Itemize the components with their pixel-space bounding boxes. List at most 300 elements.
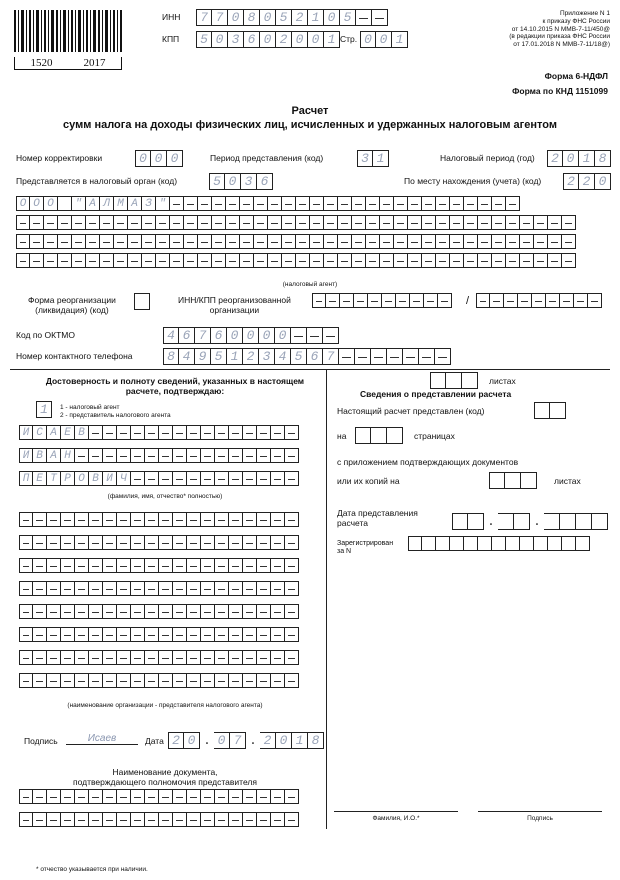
char-cell (103, 535, 117, 550)
char-cell: 1 (227, 348, 243, 365)
char-cell (61, 512, 75, 527)
char-cell (145, 812, 159, 827)
char-cell (47, 604, 61, 619)
char-cell (450, 536, 464, 551)
char-cell (75, 512, 89, 527)
char-cell: 0 (227, 327, 243, 344)
char-cell (520, 215, 534, 230)
year-cells[interactable] (547, 150, 611, 167)
signer-code-cell[interactable] (36, 401, 52, 418)
char-cell (187, 512, 201, 527)
char-cell (226, 196, 240, 211)
char-cell (212, 234, 226, 249)
char-cell (117, 650, 131, 665)
char-cell: 0 (228, 9, 244, 26)
char-cell (159, 789, 173, 804)
char-cell (131, 812, 145, 827)
char-cell (257, 627, 271, 642)
char-cell (271, 425, 285, 440)
char-cell (576, 536, 590, 551)
char-cell (436, 536, 450, 551)
char-cell (173, 604, 187, 619)
char-cell (576, 513, 592, 530)
char-cell: 2 (260, 732, 276, 749)
char-cell (19, 673, 33, 688)
phone-cells[interactable] (163, 348, 451, 365)
char-cell (352, 234, 366, 249)
char-cell: Е (61, 425, 75, 440)
footnote: * отчество указывается при наличии. (36, 866, 148, 873)
char-cell (33, 789, 47, 804)
char-cell (285, 535, 299, 550)
char-cell (229, 812, 243, 827)
char-cell (422, 253, 436, 268)
char-cell (548, 253, 562, 268)
char-cell (394, 253, 408, 268)
char-cell (159, 812, 173, 827)
char-cell (271, 673, 285, 688)
char-cell: 4 (163, 327, 179, 344)
char-cell (89, 627, 103, 642)
char-cell (159, 425, 173, 440)
char-cell (142, 234, 156, 249)
char-cell (296, 215, 310, 230)
char-cell (257, 581, 271, 596)
char-cell (403, 348, 419, 365)
char-cell (184, 253, 198, 268)
char-cell (550, 402, 566, 419)
char-cell (243, 512, 257, 527)
char-cell (285, 604, 299, 619)
char-cell (371, 427, 387, 444)
char-cell (159, 535, 173, 550)
fio-sign-caption: Фамилия, И.О.* (372, 815, 420, 822)
org-row[interactable] (19, 535, 299, 550)
char-cell (408, 536, 422, 551)
char-cell (534, 402, 550, 419)
agent-caption: (налоговый агент) (282, 281, 338, 288)
fio-row[interactable] (19, 448, 299, 463)
char-cell: П (19, 471, 33, 486)
char-cell: 8 (244, 9, 260, 26)
char-cell (187, 604, 201, 619)
char-cell (103, 425, 117, 440)
char-cell (117, 789, 131, 804)
char-cell (131, 789, 145, 804)
char-cell (324, 234, 338, 249)
char-cell (19, 535, 33, 550)
sign-caption: Подпись (527, 815, 553, 822)
char-cell (408, 196, 422, 211)
org-row[interactable] (19, 558, 299, 573)
char-cell (368, 293, 382, 308)
char-cell (103, 673, 117, 688)
char-cell (282, 196, 296, 211)
char-cell (240, 196, 254, 211)
char-cell: 3 (259, 348, 275, 365)
doc-row[interactable] (19, 789, 299, 804)
org-row[interactable] (19, 604, 299, 619)
location-cells[interactable] (563, 173, 611, 190)
char-cell (310, 196, 324, 211)
char-cell: И (103, 471, 117, 486)
char-cell (505, 472, 521, 489)
char-cell (47, 512, 61, 527)
char-cell (201, 812, 215, 827)
char-cell (201, 627, 215, 642)
char-cell (187, 812, 201, 827)
org-row[interactable] (19, 650, 299, 665)
char-cell (352, 215, 366, 230)
char-cell (436, 253, 450, 268)
char-cell (229, 673, 243, 688)
phone-label: Номер контактного телефона (16, 351, 133, 361)
char-cell (173, 581, 187, 596)
char-cell (86, 253, 100, 268)
char-cell (408, 215, 422, 230)
inn-cells[interactable] (196, 9, 388, 26)
char-cell (271, 812, 285, 827)
char-cell (159, 650, 173, 665)
char-cell (142, 253, 156, 268)
char-cell (354, 293, 368, 308)
char-cell (201, 789, 215, 804)
cell-separator: . (533, 514, 541, 529)
char-cell (33, 535, 47, 550)
char-cell (19, 512, 33, 527)
char-cell (198, 196, 212, 211)
char-cell (229, 789, 243, 804)
char-cell (187, 627, 201, 642)
char-cell (44, 234, 58, 249)
oktmo-cells[interactable] (163, 327, 339, 344)
char-cell (145, 471, 159, 486)
char-cell (100, 215, 114, 230)
char-cell: 0 (151, 150, 167, 167)
char-cell (464, 215, 478, 230)
char-cell (226, 234, 240, 249)
sign-line (478, 811, 602, 812)
char-cell: 3 (357, 150, 373, 167)
char-cell: Е (33, 471, 47, 486)
fio-row[interactable] (19, 425, 299, 440)
char-cell: 6 (307, 348, 323, 365)
signer-option-2: 2 - представитель налогового агента (60, 412, 171, 419)
char-cell: 7 (323, 348, 339, 365)
char-cell (19, 604, 33, 619)
char-cell (114, 215, 128, 230)
char-cell (47, 812, 61, 827)
char-cell (387, 348, 403, 365)
char-cell (296, 234, 310, 249)
char-cell (58, 196, 72, 211)
char-cell: 7 (195, 327, 211, 344)
docs-label: с приложением подтверждающих документов (337, 457, 519, 467)
char-cell (408, 234, 422, 249)
pages-cells[interactable] (355, 427, 403, 444)
char-cell (145, 558, 159, 573)
sign-date-cells[interactable] (168, 732, 324, 749)
signer-option-1: 1 - налоговый агент (60, 404, 120, 411)
agent-name-block (16, 196, 576, 268)
page-cells[interactable] (360, 31, 408, 48)
char-cell (61, 673, 75, 688)
char-cell (254, 215, 268, 230)
char-cell (187, 425, 201, 440)
reorg-kpp-cells[interactable] (476, 293, 602, 308)
confirm-heading: Достоверность и полноту сведений, указанных в настоящем расчете, подтверждаю: (45, 376, 305, 396)
char-cell (134, 293, 150, 310)
char-cell (422, 234, 436, 249)
char-cell: 0 (184, 732, 200, 749)
char-cell (19, 627, 33, 642)
char-cell: А (128, 196, 142, 211)
kpp-cells[interactable] (196, 31, 340, 48)
char-cell (588, 293, 602, 308)
barcode-left-number: 1520 (30, 57, 53, 69)
char-cell (159, 448, 173, 463)
correction-cells[interactable] (135, 150, 183, 167)
char-cell (159, 512, 173, 527)
char-cell (243, 627, 257, 642)
char-cell (215, 789, 229, 804)
char-cell (131, 650, 145, 665)
char-cell (47, 789, 61, 804)
char-cell (310, 215, 324, 230)
char-cell (291, 327, 307, 344)
registered-cells[interactable] (408, 536, 590, 551)
char-cell (338, 215, 352, 230)
char-cell (145, 581, 159, 596)
authority-label: Представляется в налоговый орган (код) (16, 176, 178, 186)
cell-separator: . (487, 514, 495, 529)
char-cell (173, 425, 187, 440)
char-cell (131, 448, 145, 463)
char-cell: Н (61, 448, 75, 463)
char-cell (47, 650, 61, 665)
form-name: Форма 6-НДФЛ (544, 71, 608, 81)
char-cell (75, 448, 89, 463)
char-cell (394, 215, 408, 230)
char-cell: 0 (275, 327, 291, 344)
presented-code-cells[interactable] (534, 402, 566, 419)
correction-label: Номер корректировки (16, 153, 103, 163)
char-cell (396, 293, 410, 308)
char-cell (103, 512, 117, 527)
char-cell (75, 789, 89, 804)
char-cell: И (19, 425, 33, 440)
presented-label: Настоящий расчет представлен (код) (337, 406, 485, 416)
char-cell (198, 234, 212, 249)
char-cell: О (16, 196, 30, 211)
char-cell: 0 (243, 327, 259, 344)
char-cell: 7 (196, 9, 212, 26)
char-cell (173, 789, 187, 804)
char-cell (86, 234, 100, 249)
char-cell (282, 234, 296, 249)
char-cell (296, 253, 310, 268)
authority-cells[interactable] (209, 173, 273, 190)
org-row[interactable] (19, 627, 299, 642)
char-cell (114, 253, 128, 268)
char-cell (271, 627, 285, 642)
agent-row[interactable] (16, 215, 576, 230)
char-cell (159, 558, 173, 573)
char-cell (387, 427, 403, 444)
char-cell (464, 234, 478, 249)
char-cell (33, 512, 47, 527)
char-cell: А (47, 448, 61, 463)
char-cell (243, 448, 257, 463)
char-cell: 1 (392, 31, 408, 48)
char-cell (30, 253, 44, 268)
copies-cells[interactable] (489, 472, 537, 489)
submit-date-cells[interactable] (452, 513, 608, 530)
char-cell (506, 215, 520, 230)
char-cell (145, 448, 159, 463)
char-cell (131, 558, 145, 573)
char-cell (117, 627, 131, 642)
period-cells[interactable] (357, 150, 389, 167)
char-cell: В (33, 448, 47, 463)
char-cell: " (156, 196, 170, 211)
char-cell (408, 253, 422, 268)
char-cell (464, 196, 478, 211)
char-cell (446, 372, 462, 389)
fio-row[interactable] (19, 471, 299, 486)
org-row[interactable] (19, 581, 299, 596)
char-cell (340, 293, 354, 308)
char-cell: 2 (243, 348, 259, 365)
char-cell (159, 581, 173, 596)
char-cell (33, 650, 47, 665)
char-cell: 8 (595, 150, 611, 167)
char-cell (47, 627, 61, 642)
char-cell: М (114, 196, 128, 211)
appendix-note: Приложение N 1 к приказу ФНС России от 14.10.2015 N ММВ-7-11/450@ (в редакции приказа ФНС России от 17.01.2018 N ММВ-7-11/18@) (509, 10, 610, 49)
char-cell (435, 348, 451, 365)
char-cell (16, 253, 30, 268)
char-cell (86, 215, 100, 230)
char-cell (271, 604, 285, 619)
char-cell (187, 558, 201, 573)
sheets-cells[interactable] (430, 372, 478, 389)
registered-label: Зарегистрирован за N (337, 540, 394, 556)
char-cell (226, 215, 240, 230)
char-cell (75, 812, 89, 827)
char-cell (534, 215, 548, 230)
agent-row[interactable] (16, 234, 576, 249)
char-cell (89, 558, 103, 573)
doc-row[interactable] (19, 812, 299, 827)
char-cell (532, 293, 546, 308)
char-cell (478, 536, 492, 551)
char-cell (201, 581, 215, 596)
char-cell (131, 535, 145, 550)
char-cell (285, 812, 299, 827)
char-cell (268, 234, 282, 249)
char-cell (355, 427, 371, 444)
char-cell (173, 558, 187, 573)
char-cell (338, 196, 352, 211)
char-cell (173, 673, 187, 688)
char-cell (422, 536, 436, 551)
char-cell (184, 215, 198, 230)
char-cell (592, 513, 608, 530)
char-cell (187, 535, 201, 550)
char-cell (187, 448, 201, 463)
char-cell: 0 (225, 173, 241, 190)
char-cell (450, 196, 464, 211)
reorg-form-cells[interactable] (134, 293, 150, 310)
org-row[interactable] (19, 512, 299, 527)
char-cell (534, 253, 548, 268)
na-label: на (337, 431, 347, 441)
char-cell (254, 234, 268, 249)
char-cell: 5 (209, 173, 225, 190)
sheets-label: листах (489, 376, 516, 386)
char-cell (145, 627, 159, 642)
form-knd: Форма по КНД 1151099 (512, 86, 608, 96)
char-cell (504, 293, 518, 308)
copies-sheets-label: листах (554, 476, 581, 486)
char-cell (19, 650, 33, 665)
char-cell (159, 471, 173, 486)
char-cell: 6 (179, 327, 195, 344)
char-cell (16, 234, 30, 249)
char-cell (89, 812, 103, 827)
char-cell (117, 535, 131, 550)
char-cell (450, 253, 464, 268)
char-cell (170, 215, 184, 230)
char-cell (201, 650, 215, 665)
char-cell (422, 215, 436, 230)
char-cell (521, 472, 537, 489)
char-cell: О (30, 196, 44, 211)
char-cell (215, 471, 229, 486)
org-row[interactable] (19, 673, 299, 688)
char-cell (271, 558, 285, 573)
char-cell (173, 471, 187, 486)
char-cell: 1 (579, 150, 595, 167)
char-cell (562, 253, 576, 268)
org-caption: (наименование организации - представителя налогового агента) (67, 702, 263, 709)
kpp-label: КПП (162, 34, 180, 44)
char-cell (145, 673, 159, 688)
char-cell (338, 234, 352, 249)
sign-value[interactable]: Исаев (66, 733, 138, 745)
char-cell (75, 650, 89, 665)
char-cell: Ч (117, 471, 131, 486)
char-cell: 2 (563, 173, 579, 190)
cell-separator: . (249, 733, 257, 748)
right-heading: Сведения о представлении расчета (360, 389, 512, 399)
reorg-inn-cells[interactable] (312, 293, 452, 308)
char-cell: 0 (214, 732, 230, 749)
char-cell (438, 293, 452, 308)
char-cell (323, 327, 339, 344)
char-cell (285, 581, 299, 596)
agent-row[interactable] (16, 253, 576, 268)
char-cell (201, 448, 215, 463)
char-cell (184, 234, 198, 249)
column-divider (326, 369, 327, 829)
char-cell (419, 348, 435, 365)
agent-row[interactable] (16, 196, 576, 211)
char-cell (173, 535, 187, 550)
char-cell (58, 234, 72, 249)
char-cell (548, 536, 562, 551)
